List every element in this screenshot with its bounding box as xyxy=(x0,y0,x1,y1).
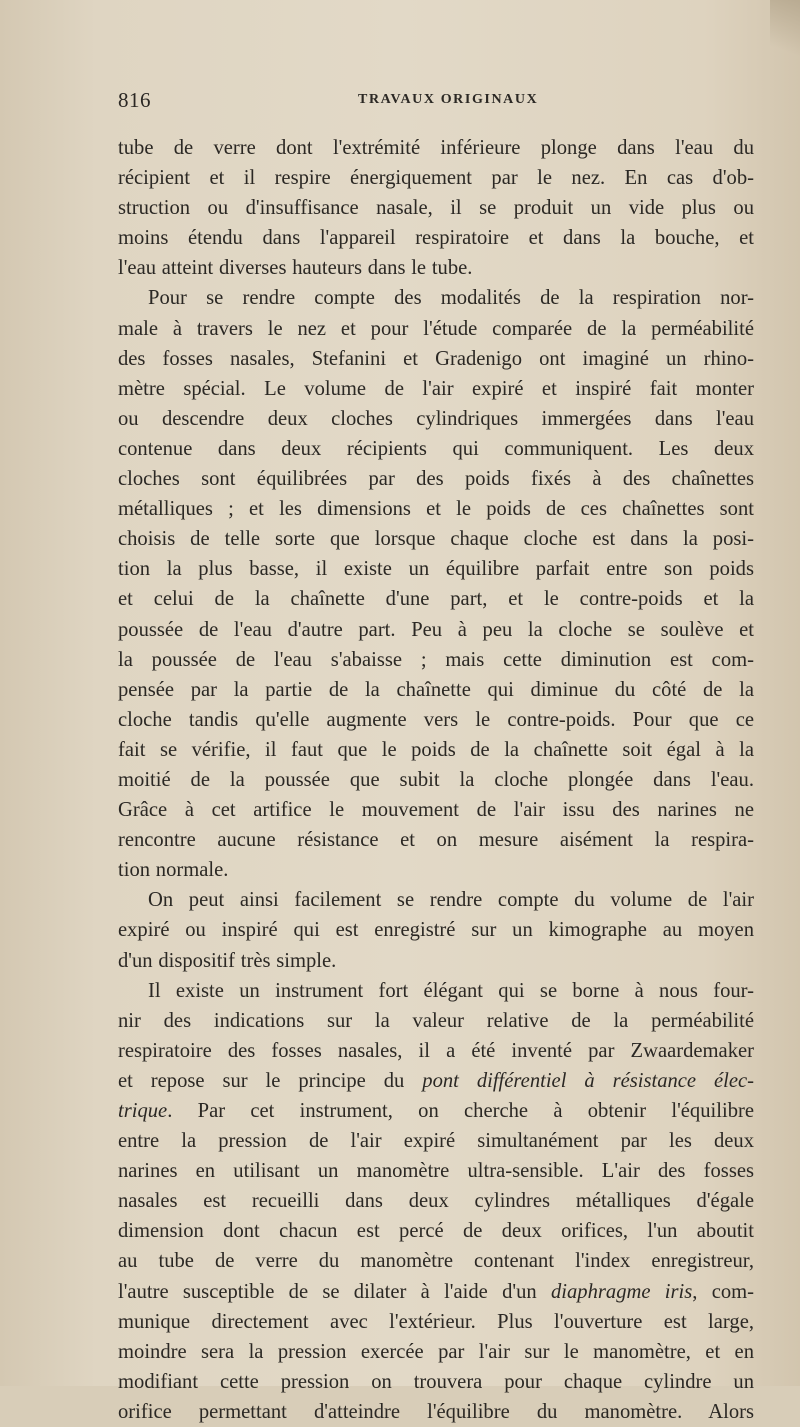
text-line: cloche tandis qu'elle augmente vers le contre-poids. Pour que ce xyxy=(118,708,754,731)
text-line: des fosses nasales, Stefanini et Gradenigo ont imaginé un rhino- xyxy=(118,347,754,370)
body-text xyxy=(118,133,754,1427)
text-line: et celui de la chaînette d'une part, et le contre-poids et la xyxy=(118,588,754,611)
running-head: TRAVAUX ORIGINAUX xyxy=(358,92,539,107)
text-line: ou descendre deux cloches cylindriques immergées dans l'eau xyxy=(118,407,754,430)
paragraph-start-line: Il existe un instrument fort élégant qui se borne à nous four- xyxy=(148,979,754,1002)
page-header xyxy=(118,88,758,118)
text-line: expiré ou inspiré qui est enregistré sur un kimographe au moyen xyxy=(118,919,754,942)
text-line: modifiant cette pression on trouvera pour chaque cylindre un xyxy=(118,1370,754,1393)
text-line: tion normale. xyxy=(118,859,229,882)
text-line: trique. Par cet instrument, on cherche à obtenir l'équilibre xyxy=(118,1100,754,1122)
page-number: 816 xyxy=(118,88,151,112)
text-line: fait se vérifie, il faut que le poids de la chaînette soit égal à la xyxy=(118,738,754,761)
text-line: struction ou d'insuffisance nasale, il se produit un vide plus ou xyxy=(118,197,754,220)
text-line: tube de verre dont l'extrémité inférieure plonge dans l'eau du xyxy=(118,137,754,159)
italic-term: diaphragme iris xyxy=(550,1280,693,1303)
text-line: orifice permettant d'atteindre l'équilibre du manomètre. Alors xyxy=(118,1400,754,1423)
italic-term: pont différentiel à résistance élec- xyxy=(422,1069,754,1092)
paragraph-start-line: Pour se rendre compte des modalités de la respiration nor- xyxy=(148,287,754,310)
text-line: munique directement avec l'extérieur. Plus l'ouverture est large, xyxy=(118,1310,754,1333)
italic-term: trique xyxy=(118,1100,168,1122)
text-line: poussée de l'eau d'autre part. Peu à peu la cloche se soulève et xyxy=(118,618,754,641)
paragraph-start-line: On peut ainsi facilement se rendre compte du volume de l'air xyxy=(148,889,754,912)
text-line: dimension dont chacun est percé de deux orifices, l'un aboutit xyxy=(118,1220,754,1243)
text-line: choisis de telle sorte que lorsque chaque cloche est dans la posi- xyxy=(118,528,754,551)
text-line: la poussée de l'eau s'abaisse ; mais cette diminution est com- xyxy=(118,648,754,671)
text-line: entre la pression de l'air expiré simultanément par les deux xyxy=(118,1130,754,1153)
text-line: récipient et il respire énergiquement par le nez. En cas d'ob- xyxy=(118,167,754,190)
text-line: pensée par la partie de la chaînette qui diminue du côté de la xyxy=(118,678,754,701)
text-line: male à travers le nez et pour l'étude comparée de la perméabilité xyxy=(118,317,754,340)
text-line: d'un dispositif très simple. xyxy=(118,949,337,972)
text-line: narines en utilisant un manomètre ultra-sensible. L'air des fosses xyxy=(118,1160,754,1183)
text-line: tion la plus basse, il existe un équilibre parfait entre son poids xyxy=(118,558,754,581)
text-line: mètre spécial. Le volume de l'air expiré et inspiré fait monter xyxy=(118,377,754,400)
text-line: et repose sur le principe du pont différentiel à résistance élec- xyxy=(118,1069,754,1092)
text-line: l'eau atteint diverses hauteurs dans le tube. xyxy=(118,257,473,280)
text-line: contenue dans deux récipients qui communiquent. Les deux xyxy=(118,437,754,460)
text-line: nasales est recueilli dans deux cylindres métalliques d'égale xyxy=(118,1190,754,1213)
text-line: rencontre aucune résistance et on mesure aisément la respira- xyxy=(118,829,754,852)
text-line: métalliques ; et les dimensions et le poids de ces chaînettes sont xyxy=(118,498,754,521)
text-line: cloches sont équilibrées par des poids fixés à des chaînettes xyxy=(118,468,754,491)
text-line: moins étendu dans l'appareil respiratoire et dans la bouche, et xyxy=(118,227,754,250)
text-line: respiratoire des fosses nasales, il a été inventé par Zwaardemaker xyxy=(118,1039,754,1062)
text-line: moindre sera la pression exercée par l'air sur le manomètre, et en xyxy=(118,1340,754,1363)
text-line: Grâce à cet artifice le mouvement de l'air issu des narines ne xyxy=(118,799,754,822)
text-line: nir des indications sur la valeur relative de la perméabilité xyxy=(118,1009,754,1032)
text-line: l'autre susceptible de se dilater à l'aide d'un diaphragme iris, com- xyxy=(118,1280,755,1303)
text-line: moitié de la poussée que subit la cloche plongée dans l'eau. xyxy=(118,768,754,791)
text-line: au tube de verre du manomètre contenant l'index enregistreur, xyxy=(118,1250,754,1273)
